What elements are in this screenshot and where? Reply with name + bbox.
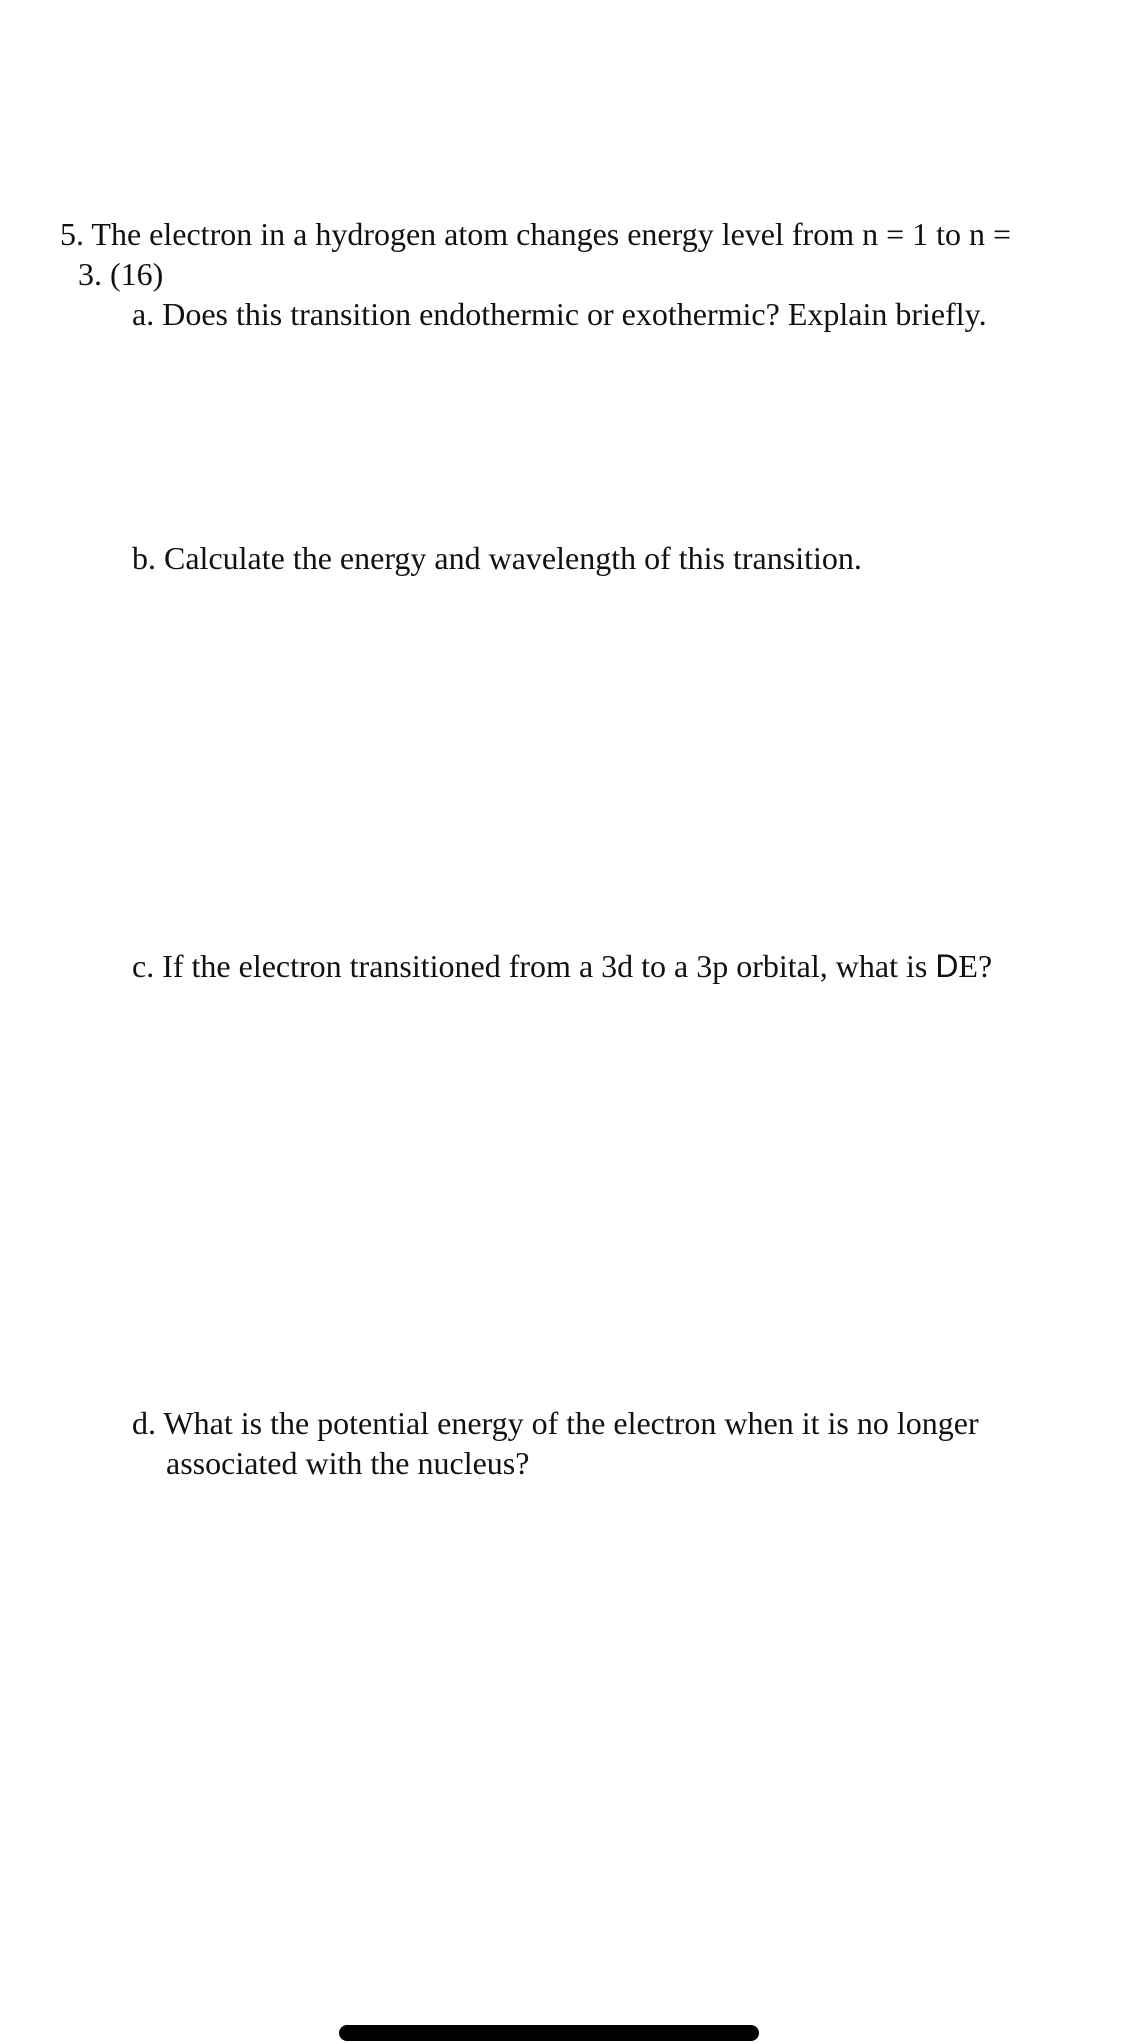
home-indicator-bar[interactable] [339, 2025, 759, 2041]
part-c-prefix: c. If the electron transitioned from a 3d to a 3p orbital, what is [132, 948, 936, 984]
part-b-text: b. Calculate the energy and wavelength of this transition. [132, 540, 862, 576]
part-c-text [132, 946, 992, 986]
delta-symbol: D [935, 948, 959, 984]
part-a-text: a. Does this transition endothermic or exothermic? Explain briefly. [132, 296, 987, 332]
part-d-text-line-1: d. What is the potential energy of the electron when it is no longer [132, 1405, 979, 1441]
question-text-line-2: 3. (16) [78, 256, 164, 292]
question-text-line-1: 5. The electron in a hydrogen atom changes energy level from n = 1 to n = [60, 216, 1012, 252]
part-c-suffix: E? [958, 948, 993, 984]
part-d-text-line-2: associated with the nucleus? [166, 1445, 530, 1481]
